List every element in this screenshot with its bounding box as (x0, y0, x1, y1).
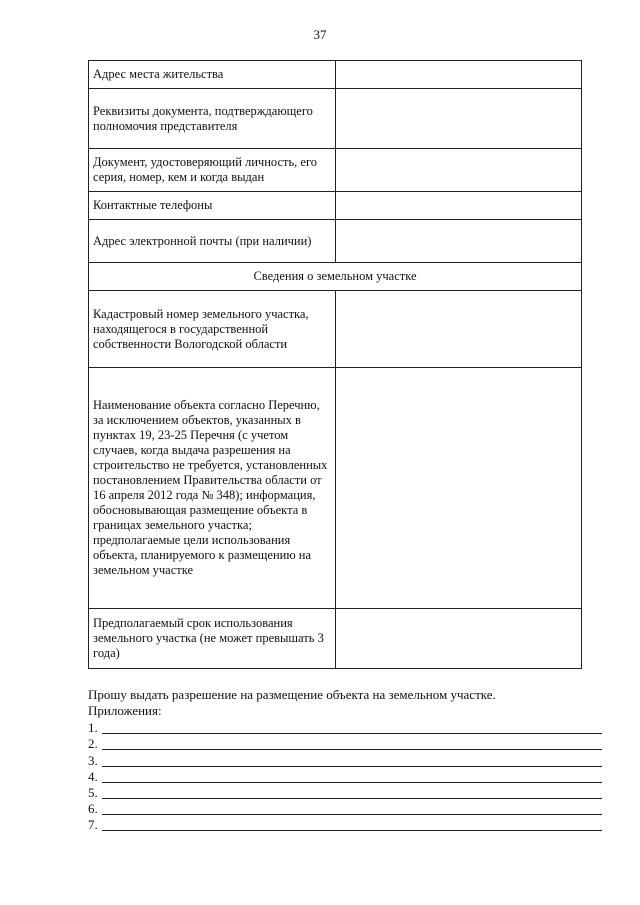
section-title: Сведения о земельном участке (89, 263, 582, 291)
row-label-identity-document: Документ, удостоверяющий личность, его серия, номер, кем и когда выдан (89, 149, 336, 192)
attachment-number: 5. (88, 784, 98, 800)
row-value-phones[interactable] (336, 192, 582, 220)
row-value-address[interactable] (336, 61, 582, 89)
table-row (89, 220, 582, 263)
attachment-number: 3. (88, 752, 98, 768)
row-value-object-name[interactable] (336, 368, 582, 609)
request-text: Прошу выдать разрешение на размещение объекта на земельном участке. (88, 687, 496, 702)
page-number: 37 (313, 27, 327, 42)
table-row (89, 609, 582, 669)
list-item (88, 769, 602, 785)
list-item (88, 785, 602, 801)
attachment-line[interactable] (102, 802, 602, 815)
row-value-cadastral-number[interactable] (336, 291, 582, 368)
attachment-line[interactable] (102, 754, 602, 767)
attachment-line[interactable] (102, 721, 602, 734)
attachment-line[interactable] (102, 786, 602, 799)
table-row (89, 149, 582, 192)
list-item (88, 801, 602, 817)
attachment-number: 1. (88, 720, 98, 736)
attachment-line[interactable] (102, 818, 602, 831)
row-label-object-name: Наименование объекта согласно Перечню, за исключением объектов, указанных в пунктах 19, 23-25 Перечня (с учетом случаев, когда выдача разрешения на строительство не требуется, установленных постановлением Правительства области от 16 апреля 2012 года № 348); информация, обосновывающая размещение объекта в границах земельного участка; предполагаемые цели использования объекта, планируемого к размещению на земельном участке (89, 368, 336, 609)
table-row (89, 291, 582, 368)
row-label-phones: Контактные телефоны (89, 192, 336, 220)
attachment-number: 4. (88, 768, 98, 784)
section-header-row (89, 263, 582, 291)
row-label-address: Адрес места жительства (89, 61, 336, 89)
row-label-cadastral-number: Кадастровый номер земельного участка, находящегося в государственной собственности Вологодской области (89, 291, 336, 368)
attachment-line[interactable] (102, 770, 602, 783)
list-item (88, 736, 602, 752)
attachment-number: 7. (88, 817, 98, 833)
row-value-usage-term[interactable] (336, 609, 582, 669)
row-value-email[interactable] (336, 220, 582, 263)
table-row (89, 192, 582, 220)
list-item (88, 720, 602, 736)
list-item (88, 817, 602, 833)
row-value-identity-document[interactable] (336, 149, 582, 192)
attachments-list (88, 720, 602, 833)
attachment-line[interactable] (102, 737, 602, 750)
attachment-number: 2. (88, 736, 98, 752)
row-value-authority-document[interactable] (336, 89, 582, 149)
table-row (89, 61, 582, 89)
application-form-table (88, 60, 582, 669)
table-row (89, 368, 582, 609)
row-label-usage-term: Предполагаемый срок использования земельного участка (не может превышать 3 года) (89, 609, 336, 669)
row-label-email: Адрес электронной почты (при наличии) (89, 220, 336, 263)
list-item (88, 752, 602, 768)
row-label-authority-document: Реквизиты документа, подтверждающего полномочия представителя (89, 89, 336, 149)
table-row (89, 89, 582, 149)
attachments-title: Приложения: (88, 703, 162, 718)
attachment-number: 6. (88, 801, 98, 817)
